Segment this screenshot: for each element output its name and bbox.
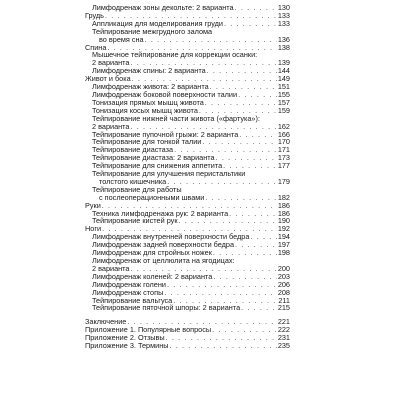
toc-leader-dots [205,99,277,107]
toc-entry-title: Ноги [85,224,102,234]
toc-entry-page: 179 [277,176,290,186]
toc-entry-page: 173 [277,153,290,163]
toc-leader-dots [169,342,276,350]
toc-entry-page: 182 [277,192,290,202]
toc-leader-dots [205,194,276,202]
toc-leader-dots [213,273,276,281]
toc-leader-dots [167,178,277,186]
toc-leader-dots [145,36,277,44]
toc-entry-title: Тейпирование для снижения аппетита [92,161,223,171]
toc-entry-page: 157 [277,97,290,107]
toc-entry [85,36,290,44]
toc-entry-title: Живот и бока [85,74,131,84]
toc-entry-title: Тейпирование для работы [92,184,182,194]
toc-entry-title: Лимфодренаж от целлюлита на ягодицах: [92,256,235,265]
toc-entry-title: Спина [85,42,107,52]
toc-entry-page: 208 [277,287,290,297]
toc-entry-page: 235 [277,341,290,351]
toc-entry-page: 155 [277,89,290,99]
toc-entry-page: 206 [277,279,290,289]
toc-entry-title: Тейпирование межгрудного залома [92,26,213,36]
toc-entry [85,342,290,350]
toc-entry-page: 231 [277,333,290,343]
toc-entry-page: 192 [277,224,290,234]
toc-entry-page: 138 [277,42,290,52]
toc-entry-title: 2 варианта [92,121,130,131]
toc-entry-page: 194 [277,232,290,242]
toc-leader-dots [166,334,277,342]
toc-entry-page: 144 [277,66,290,76]
toc-entry-title: Тейпирование пупочной грыжи: 2 варианта [92,129,239,139]
toc-leader-dots [229,210,277,218]
toc-entry-title: Приложение 1. Популярные вопросы [85,325,212,335]
toc-entry-page: 162 [277,121,290,131]
toc-leader-dots [164,289,276,297]
toc-entry-page: 215 [277,303,290,313]
toc-leader-dots [250,233,276,241]
toc-entry-title: Лимфодренаж для стройных ножек [92,248,212,258]
toc-entry-title: Лимфодренаж стопы [92,287,164,297]
toc-entry-page: 186 [277,200,290,210]
toc-entry-title: с послеоперационными швами [99,192,205,202]
toc-entry-title: Лимфодренаж внутренней поверхности бедра [92,232,250,242]
toc-leader-dots [212,326,277,334]
toc-entry-title: 2 варианта [92,263,130,273]
toc-entry-title: Тейпирование для тонкой талии [92,137,202,147]
toc-entry-title: Лимфодренаж задней поверхности бедра [92,240,235,250]
toc-entry-page: 200 [277,263,290,273]
toc-entry-title: Техника лимфодренажа рук: 2 варианта [92,208,229,218]
toc-entry-title: толстого кишечника [99,176,167,186]
toc-leader-dots [235,241,277,249]
toc-entry-page: 139 [277,58,290,68]
toc-entry-page: 177 [277,161,290,171]
toc-entry-page: 197 [277,240,290,250]
toc-leader-dots [167,281,277,289]
toc-entry-title: Тейпирование кистей рук [92,216,178,226]
toc-entry-title: Руки [85,200,101,210]
toc-leader-dots [241,304,277,312]
toc-entry-page: 159 [277,105,290,115]
toc-entry-page: 222 [277,325,290,335]
toc-entry-page: 133 [277,10,290,20]
toc-entry [85,4,290,12]
toc-entry-title: 2 варианта [92,58,130,68]
toc-entry-title: Тейпирование для улучшения перистальтики [92,169,246,179]
toc-entry-title: Тейпирование диастаза [92,145,174,155]
toc-entry-title: Тонизация косых мышц живота [92,105,198,115]
toc-entry-title: Лимфодренаж зоны декольте: 2 варианта [92,3,234,12]
toc-entry-page: 170 [277,137,290,147]
toc-entry-title: Лимфодренаж коленей: 2 варианта [92,271,213,281]
toc-entry-title: Лимфодренаж живота: 2 варианта [92,82,209,92]
toc-leader-dots [238,91,277,99]
toc-entry-title: Тейпирование пяточной шпоры: 2 варианта [92,303,241,313]
toc-entry [85,194,290,202]
toc-leader-dots [207,67,277,75]
toc-entry-title: Тейпирование нижней части живота («фартука»): [92,113,260,123]
toc-entry-page: 136 [277,34,290,44]
toc-entry-page: 171 [277,145,290,155]
toc-leader-dots [216,154,277,162]
toc-entry-title: во время сна [99,34,144,44]
toc-entry-page: 198 [277,248,290,258]
toc-entry-title: Заключение [85,317,127,327]
toc-entry-title: Тонизация прямых мышц живота [92,97,204,107]
toc-entry-title: Тейпирование диастаза: 2 варианта [92,153,215,163]
toc-entry-page: 186 [277,208,290,218]
toc-entry-title: Приложение 3. Термины [85,341,169,351]
toc-entry-title: Грудь [85,10,104,20]
toc-leader-dots [224,20,277,28]
toc-entry-page: 211 [278,295,290,305]
toc-entry [85,217,290,225]
toc-entry-title: Аппликация для моделирования груди [92,18,223,28]
toc-entry [85,304,290,312]
toc-entry-page: 166 [277,129,290,139]
toc-entry-title: Лимфодренаж спины: 2 варианта [92,66,206,76]
toc-entry-title: Приложение 2. Отзывы [85,333,165,343]
toc-leader-dots [202,138,276,146]
toc-entry-page: 221 [277,317,290,327]
toc-leader-dots [179,217,277,225]
toc-entry-title: Лимфодренаж боковой поверхности талии [92,89,238,99]
toc-entry-page: 151 [277,82,290,92]
toc-entry-title: Мышечное тейпирование для коррекции осанки: [92,50,258,60]
table-of-contents [85,4,290,350]
toc-entry-page: 133 [277,18,290,28]
toc-entry-page: 190 [277,216,290,226]
toc-entry-page: 130 [277,3,290,12]
toc-leader-dots [239,131,277,139]
toc-entry-page: 149 [277,74,290,84]
toc-entry-title: Лимфодренаж голени [92,279,166,289]
toc-entry-page: 203 [277,271,290,281]
toc-leader-dots [235,4,277,12]
toc-entry-title: Тейпирование вальгуса [92,295,173,305]
